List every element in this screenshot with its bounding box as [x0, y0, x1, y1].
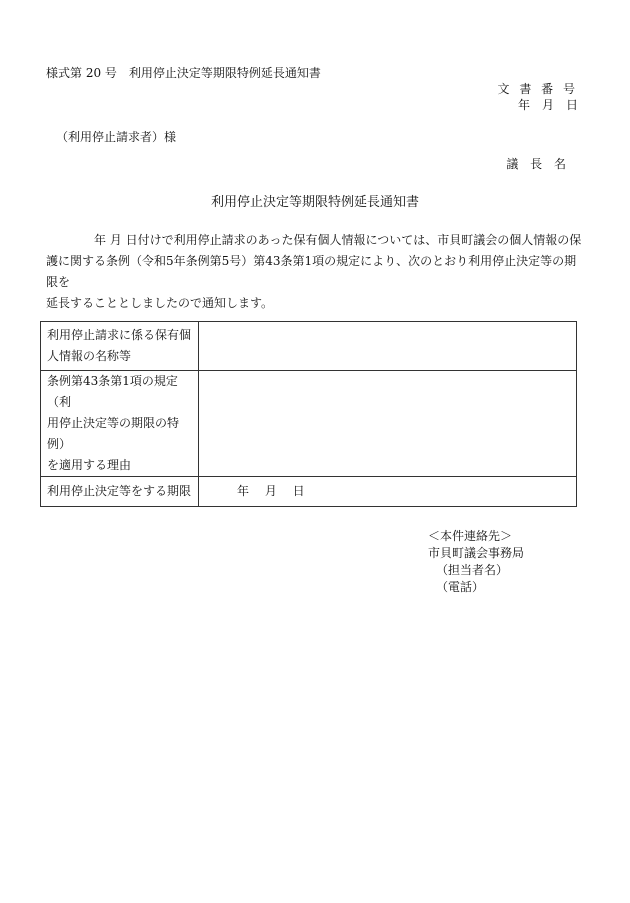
contact-person: （担当者名） — [436, 563, 509, 577]
body-line-2: 護に関する条例（令和5年条例第5号）第43条第1項の規定により、次のとおり利用停止決定等の期限を — [46, 254, 577, 289]
contact-block — [428, 528, 524, 596]
contact-heading: ＜本件連絡先＞ — [428, 529, 513, 543]
form-label: 様式第 20 号 利用停止決定等期限特例延長通知書 — [46, 66, 321, 80]
reason-value — [199, 371, 577, 477]
reason-label-line-2: 用停止決定等の期限の特例） — [47, 416, 180, 451]
deadline-value: 年 月 日 — [199, 477, 577, 507]
body-line-1: 年 月 日付けで利用停止請求のあった保有個人情報については、市貝町議会の個人情報の保 — [94, 233, 582, 247]
table-row — [41, 477, 577, 507]
addressee: （利用停止請求者）様 — [56, 130, 177, 144]
sender-name: 議 長 名 — [506, 157, 570, 171]
reason-label — [41, 371, 199, 477]
body-line-3: 延長することとしましたので通知します。 — [46, 296, 274, 310]
info-name-label — [41, 322, 199, 371]
document-title: 利用停止決定等期限特例延長通知書 — [210, 195, 419, 210]
info-table — [40, 321, 577, 507]
document-number: 文 書 番 号 — [497, 82, 578, 96]
info-name-label-line-1: 利用停止請求に係る保有個 — [47, 328, 192, 342]
info-name-value — [199, 322, 577, 371]
reason-label-line-1: 条例第43条第1項の規定（利 — [47, 374, 178, 409]
reason-label-line-3: を適用する理由 — [47, 458, 132, 472]
body-text — [46, 230, 586, 314]
info-name-label-line-2: 人情報の名称等 — [47, 349, 132, 363]
document-date: 年 月 日 — [517, 98, 578, 112]
contact-office: 市貝町議会事務局 — [428, 546, 525, 560]
table-row — [41, 322, 577, 371]
table-row — [41, 371, 577, 477]
deadline-label: 利用停止決定等をする期限 — [41, 477, 199, 507]
contact-phone: （電話） — [436, 580, 485, 594]
